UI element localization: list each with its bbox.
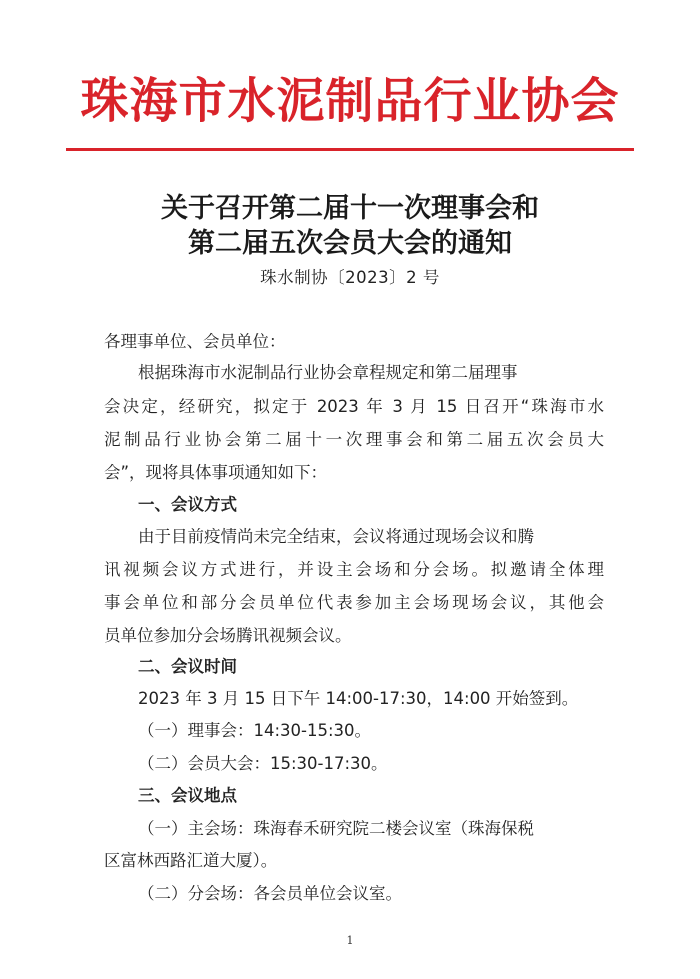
section-1-line-2: 讯视频会议方式进行，并设主会场和分会场。拟邀请全体理 — [104, 560, 604, 579]
section-3-item-1-line-2: 区富林西路汇道大厦）。 — [104, 851, 278, 870]
section-1-heading: 一、会议方式 — [138, 495, 237, 514]
salutation: 各理事单位、会员单位： — [104, 332, 286, 351]
intro-line-1: 根据珠海市水泥制品行业协会章程规定和第二届理事 — [138, 363, 518, 382]
section-1-line-1: 由于目前疫情尚未完全结束，会议将通过现场会议和腾 — [138, 527, 534, 546]
page-number: 1 — [346, 934, 354, 947]
intro-line-3: 泥制品行业协会第二届十一次理事会和第二届五次会员大 — [104, 430, 604, 449]
section-3-item-1-line-1: （一）主会场：珠海春禾研究院二楼会议室（珠海保税 — [138, 819, 534, 838]
intro-line-2: 会决定，经研究，拟定于 2023 年 3 月 15 日召开“珠海市水 — [104, 397, 604, 416]
section-1-line-4: 员单位参加分会场腾讯视频会议。 — [104, 626, 352, 645]
section-2-date-line: 2023 年 3 月 15 日下午 14:00-17:30，14:00 开始签到。 — [138, 689, 579, 708]
section-1-line-3: 事会单位和部分会员单位代表参加主会场现场会议，其他会 — [104, 593, 604, 612]
document-number: 珠水制协〔2023〕2 号 — [260, 268, 440, 287]
document-title-line-2: 第二届五次会员大会的通知 — [188, 228, 512, 259]
organization-header: 珠海市水泥制品行业协会 — [80, 73, 620, 129]
header-red-rule — [66, 148, 634, 151]
section-2-item-1: （一）理事会：14:30-15:30。 — [138, 721, 372, 740]
section-3-heading: 三、会议地点 — [138, 786, 237, 805]
document-title-line-1: 关于召开第二届十一次理事会和 — [161, 193, 539, 224]
section-2-heading: 二、会议时间 — [138, 657, 237, 676]
section-3-item-2: （二）分会场：各会员单位会议室。 — [138, 884, 402, 903]
section-2-item-2: （二）会员大会：15:30-17:30。 — [138, 754, 388, 773]
intro-line-4: 会”，现将具体事项通知如下： — [104, 463, 328, 482]
